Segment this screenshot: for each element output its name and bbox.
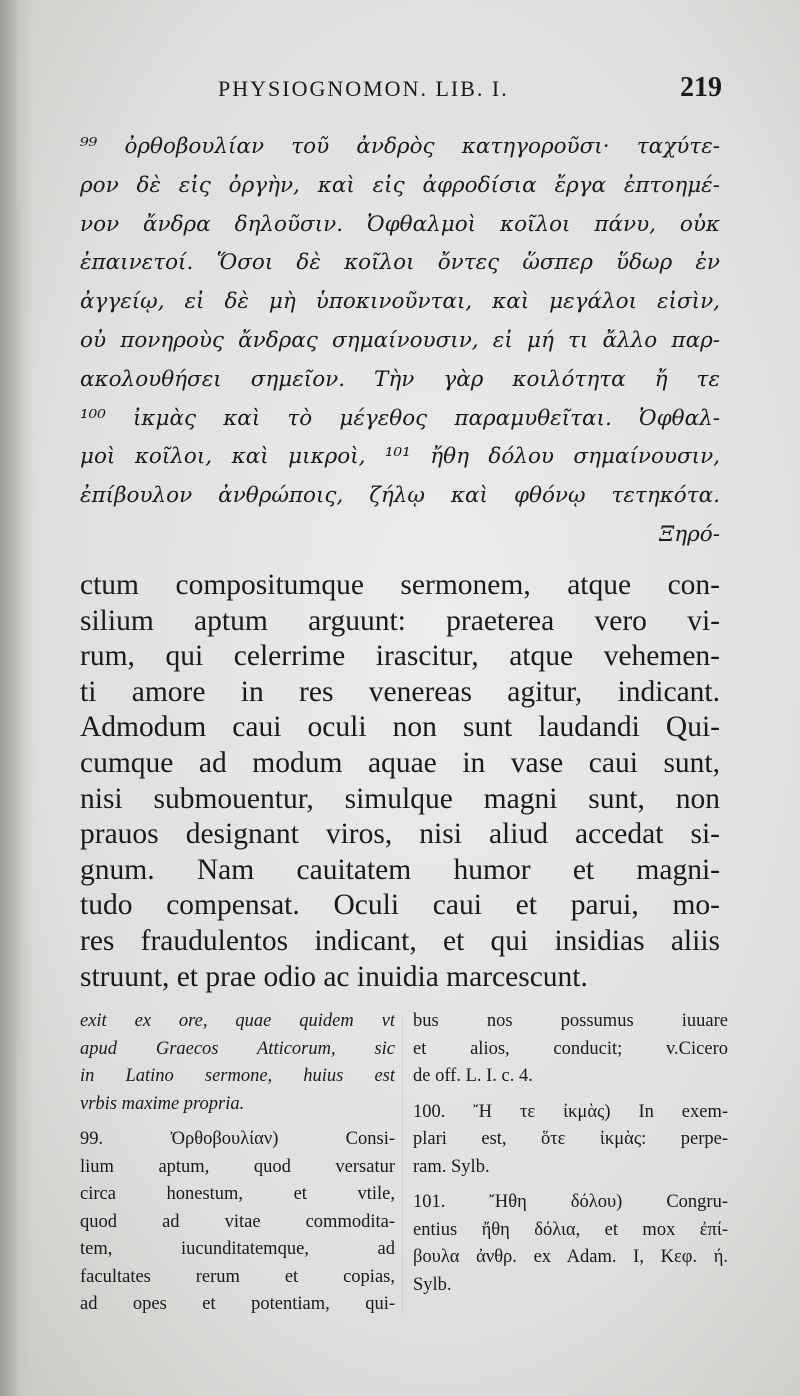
greek-line: νον ἄνδρα δηλοῦσιν. Ὀφθαλμοὶ κοῖλοι πάνυ, οὐκ (80, 211, 720, 237)
latin-line: prauos designant viros, nisi aliud accedat si- (80, 818, 720, 851)
catchword: Ξηρό- (659, 521, 720, 547)
page-number: 219 (680, 72, 722, 103)
note-line: plari est, ὅτε ἰκμὰς: perpe- (413, 1129, 728, 1149)
footnotes-right-column (413, 1008, 728, 1299)
greek-line: μοὶ κοῖλοι, καὶ μικροὶ, ¹⁰¹ ἤθη δόλου σημαίνουσιν, (80, 444, 720, 470)
footnotes (80, 1008, 730, 1338)
note-line: de off. L. I. c. 4. (413, 1066, 533, 1086)
note-line: facultates rerum et copias, (80, 1266, 395, 1287)
latin-line: rum, qui celerrime irascitur, atque vehemen- (80, 640, 720, 673)
greek-line: ακολουθήσει σημεῖον. Τὴν γὰρ κοιλότητα ἤ τε (80, 366, 720, 392)
latin-line: ti amore in res venereas agitur, indicant. (80, 675, 720, 708)
note-line: circa honestum, et vtile, (80, 1184, 395, 1204)
note-line: quod ad vitae commodita- (80, 1211, 395, 1232)
greek-line: ἀγγείῳ, εἰ δὲ μὴ ὑποκινοῦνται, καὶ μεγάλοι εἰσὶν, (80, 289, 720, 315)
note-line: entius ἤθη δόλια, et mox ἐπί- (413, 1219, 728, 1240)
latin-line: cumque ad modum aquae in vase caui sunt, (80, 746, 720, 779)
latin-line: silium aptum arguunt: praeterea vero vi- (80, 604, 720, 637)
greek-line: ⁹⁹ ὀρθοβουλίαν τοῦ ἀνδρὸς κατηγοροῦσι· ταχύτε- (80, 134, 720, 159)
latin-line: tudo compensat. Oculi caui et parui, mo- (80, 889, 720, 922)
note-line: Sylb. (413, 1274, 452, 1295)
greek-line: ἐπαινετοί. Ὅσοι δὲ κοῖλοι ὄντες ὥσπερ ὕδωρ ἐν (80, 250, 720, 276)
page-header (78, 72, 722, 112)
latin-line: ctum compositumque sermonem, atque con- (80, 569, 720, 601)
latin-line: res fraudulentos indicant, et qui insidias aliis (80, 924, 720, 957)
note-line: apud Graecos Atticorum, sic (80, 1038, 395, 1059)
greek-line: ρον δὲ εἰς ὀργὴν, καὶ εἰς ἀφροδίσια ἔργα ἐπτοημέ- (80, 172, 720, 198)
latin-line: nisi submouentur, simulque magni sunt, non (80, 782, 720, 815)
column-divider (402, 1014, 403, 1314)
note-line: lium aptum, quod versatur (80, 1156, 395, 1177)
greek-line: ἐπίβουλον ἀνθρώποις, ζήλῳ καὶ φθόνῳ τετηκότα. (80, 483, 720, 509)
note-line: 99. Ὀρθοβουλίαν) Consi- (80, 1129, 395, 1149)
note-line: exit ex ore, quae quidem vt (80, 1011, 395, 1031)
latin-line: gnum. Nam cauitatem humor et magni- (80, 853, 720, 886)
note-line: vrbis maxime propria. (80, 1093, 245, 1114)
note-line: ad opes et potentiam, qui- (80, 1294, 395, 1314)
note-line: bus nos possumus iuuare (413, 1011, 728, 1031)
note-line: et alios, conducit; v.Cicero (413, 1038, 728, 1059)
note-line: βουλα ἀνθρ. ex Adam. I, Κεφ. ή. (413, 1247, 728, 1267)
latin-translation-block (80, 568, 720, 995)
note-line: ram. Sylb. (413, 1156, 490, 1177)
note-line: 100. Ἤ τε ἰκμὰς) In exem- (413, 1101, 728, 1122)
greek-text-block (80, 128, 720, 555)
note-line: in Latino sermone, huius est (80, 1066, 395, 1086)
note-line: tem, iucunditatemque, ad (80, 1239, 395, 1259)
greek-line: ¹⁰⁰ ἰκμὰς καὶ τὸ μέγεθος παραμυθεῖται. Ὀφθαλ- (80, 405, 720, 431)
note-line: 101. Ἤθη δόλου) Congru- (413, 1192, 728, 1212)
running-head: PHYSIOGNOMON. LIB. I. (218, 76, 509, 101)
latin-line: struunt, et prae odio ac inuidia marcescunt. (80, 960, 588, 993)
greek-line: οὐ πονηροὺς ἄνδρας σημαίνουσιν, εἰ μή τι ἄλλο παρ- (80, 327, 720, 353)
footnotes-left-column (80, 1008, 395, 1319)
latin-line: Admodum caui oculi non sunt laudandi Qui- (80, 711, 720, 744)
spine-shadow (0, 0, 34, 1396)
